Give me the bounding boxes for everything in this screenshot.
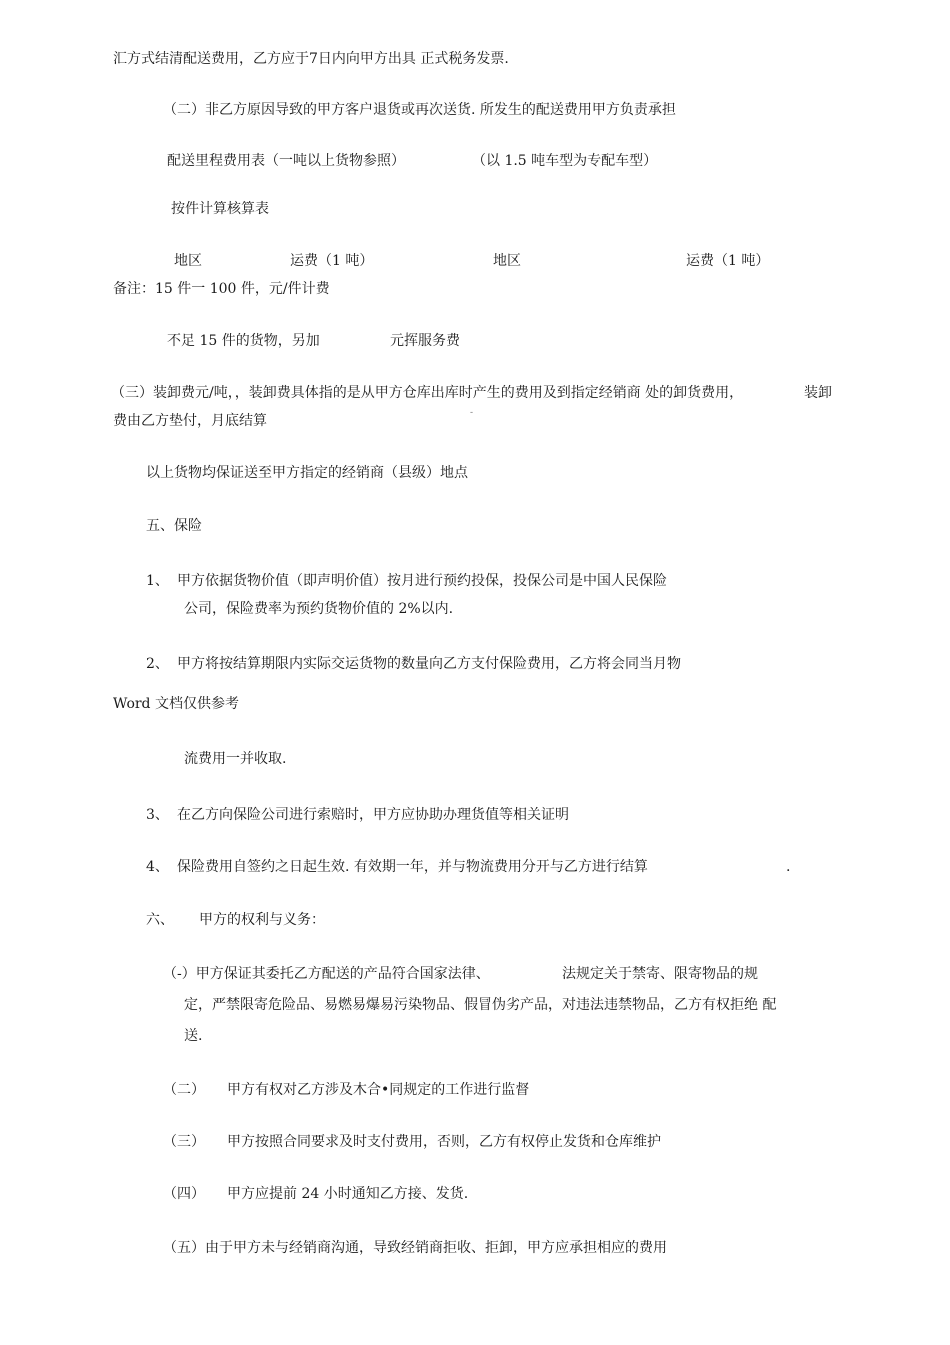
list-number: 2、 [146,656,169,672]
text-line: 在乙方向保险公司进行索赔时，甲方应协助办理货值等相关证明 [177,807,569,823]
text-line: 不足 15 件的货物，另加 [167,333,320,349]
section-heading: 六、 [146,912,174,928]
footer-note: Word 文档仅供参考 [113,696,239,712]
text-line: . [786,859,791,875]
text-line: 送. [184,1028,203,1044]
table-header-cell: 地区 [493,253,521,269]
text-line: 甲方应提前 24 小时通知乙方接、发货. [227,1186,469,1202]
text-line: 定，严禁限寄危险品、易燃易爆易污染物品、假冒伪劣产品，对违法违禁物品，乙方有权拒绝 配 [184,997,777,1013]
text-line: （二）非乙方原因导致的甲方客户退货或再次送货. 所发生的配送费用甲方负责承担 [163,102,676,118]
list-number: （三） [163,1134,205,1150]
table-title: 按件计算核算表 [171,201,269,217]
section-heading: 甲方的权利与义务： [199,912,325,928]
list-number: （二） [163,1082,205,1098]
text-line: 汇方式结清配送费用，乙方应于7日内向甲方出具 正式税务发票. [113,51,509,67]
list-number: 4、 [146,859,169,875]
text-line: 甲方依据货物价值（即声明价值）按月进行预约投保，投保公司是中国人民保险 [177,573,667,589]
text-line: 甲方按照合同要求及时支付费用，否则，乙方有权停止发货和仓库维护 [227,1134,661,1150]
text-line: 配送里程费用表（一吨以上货物参照） [167,153,405,169]
text-line: 保险费用自签约之日起生效. 有效期一年，并与物流费用分开与乙方进行结算 [177,859,648,875]
text-line: 法规定关于禁寄、限寄物品的规 [562,966,758,982]
table-header-cell: 运费（1 吨） [290,253,374,269]
text-line: （三）装卸费元/吨，，装卸费具体指的是从甲方仓库出库时产生的费用及到指定经销商 处的卸货费用， [111,385,744,401]
list-number: （四） [163,1186,205,1202]
text-line: 费由乙方垫付，月底结算 [113,413,267,429]
section-heading: 五、保险 [146,518,202,534]
list-number: 3、 [146,807,169,823]
text-line: （以 1.5 吨车型为专配车型） [472,153,658,169]
text-line: （-）甲方保证其委托乙方配送的产品符合国家法律、 [163,966,490,982]
text-line: 装卸 [804,385,832,401]
list-number: 1、 [146,573,169,589]
table-header-cell: 地区 [174,253,202,269]
text-line: 公司，保险费率为预约货物价值的 2%以内. [184,601,454,617]
text-line: 流费用一并收取. [184,751,287,767]
table-header-cell: 运费（1 吨） [686,253,770,269]
text-line: 元挥服务费 [390,333,460,349]
text-mark: - [470,408,474,418]
text-line: （五）由于甲方未与经销商沟通，导致经销商拒收、拒卸，甲方应承担相应的费用 [163,1240,667,1256]
text-line: 甲方有权对乙方涉及木合•同规定的工作进行监督 [227,1082,530,1098]
text-line: 备注：15 件一 100 件，元/件计费 [113,281,330,297]
text-line: 以上货物均保证送至甲方指定的经销商（县级）地点 [146,465,468,481]
text-line: 甲方将按结算期限内实际交运货物的数量向乙方支付保险费用，乙方将会同当月物 [177,656,681,672]
